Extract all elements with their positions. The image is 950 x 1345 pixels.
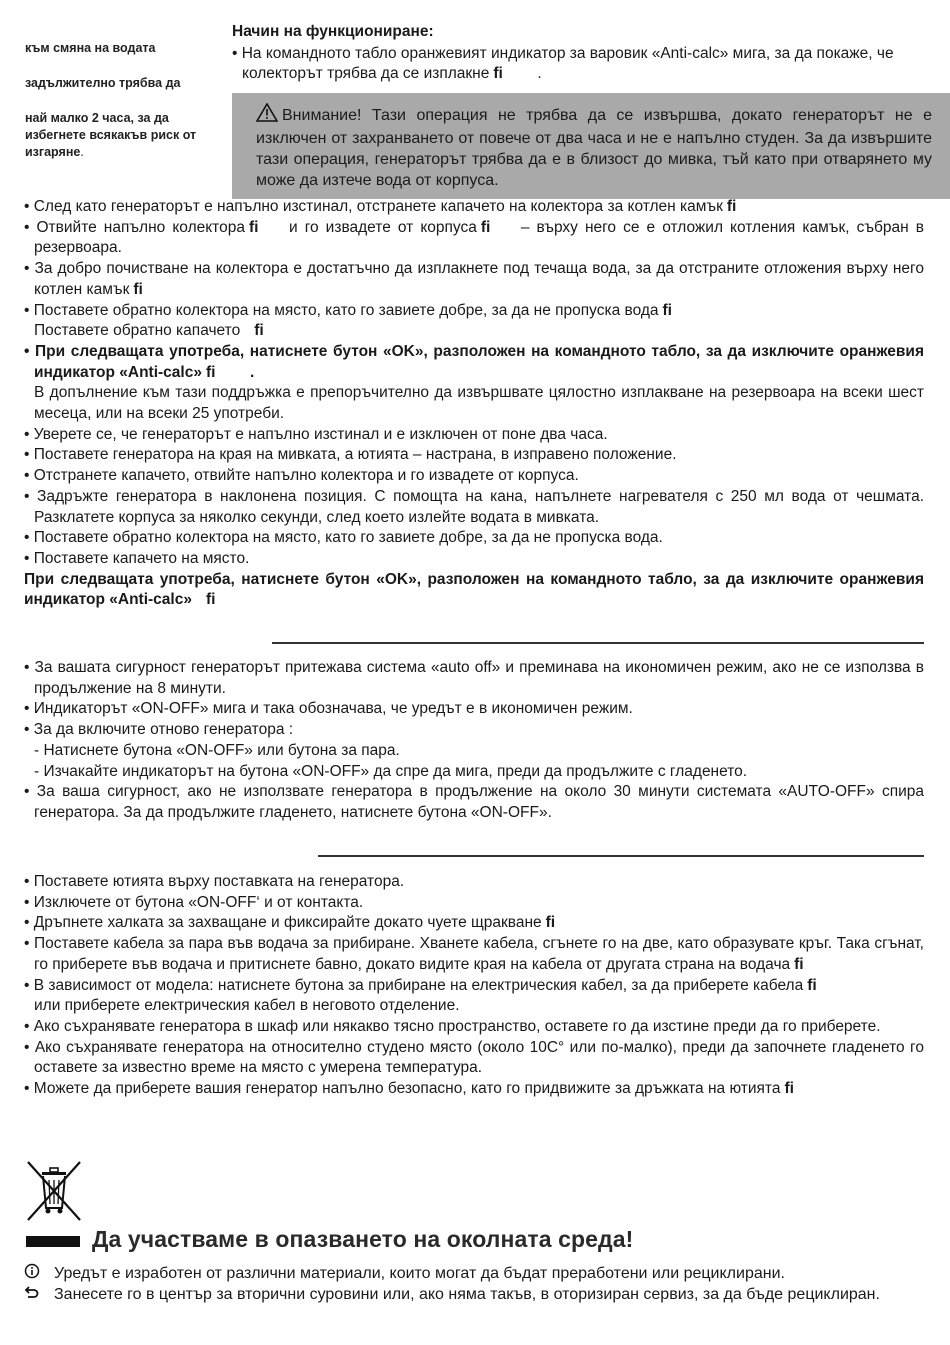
auto-off-section [24,658,924,824]
side-notes [25,40,215,179]
list-item: • След като генераторът е напълно изстинал, отстранете капачето на колектора за котлен камък ﬁ [24,198,737,215]
sub-item: - Натиснете бутона «ON-OFF» или бутона за пара. [34,741,400,759]
list-item: • За добро почистване на колектора е достатъчно да изплакнете под течаща вода, за да отстраните отложения върху него котлен камък ﬁ [24,260,924,298]
list-item: • В зависимост от модела: натиснете бутона за прибиране на електрическия кабел, за да приберете кабела ﬁ или приберете електрическия кабел в неговото отделение. [24,976,817,1015]
intro-block [232,22,928,84]
list-item: • Уверете се, че генераторът е напълно изстинал и е изключен от поне два часа. [24,425,608,443]
environment-title: Да участваме в опазването на околната среда! [92,1226,634,1252]
intro-heading: Начин на функциониране: [232,23,434,40]
maintenance-section [24,197,924,611]
side-note-2: задължително трябва да [25,76,181,90]
side-note-3: най малко 2 часа, за да избегнете всякакъв риск от изгаряне. [25,111,197,159]
section-divider [272,642,924,644]
list-item-continued: Поставете обратно капачето ﬁ [34,322,264,340]
list-item: • Отвийте напълно колектора ﬁ и го извадете от корпуса ﬁ – върху него се е отложил котления камък, събран в резервоара. [24,218,925,257]
environment-list [24,1263,934,1305]
list-item: • Дръпнете халката за захващане и фиксирайте докато чуете щракване ﬁ [24,914,556,932]
return-arrow-icon [24,1285,54,1305]
storage-section [24,872,924,1100]
list-item-bold: • При следващата употреба, натиснете бутон «OK», разположен на командното табло, за да изключите оранжевия индикатор «Anti-calc» ﬁ . [24,342,924,381]
list-item: • Поставете обратно колектора на място, като го завиете добре, за да не пропуска вода. [24,529,663,547]
env-line-1: Уредът е изработен от различни материали, които могат да бъдат преработени или рециклирани. [54,1265,785,1282]
paragraph: В допълнение към тази поддръжка е препоръчително да извършвате цялостно изплакване на резервоара на всеки шест месеца, или на всеки 25 употреби. [34,384,924,423]
env-line-2: Занесете го в център за вторични суровини или, ако няма такъв, в оторизиран сервиз, за да бъде рециклиран. [54,1286,880,1303]
list-item: • Поставете генератора на края на мивката, а ютията – настрана, в изправено положение. [24,446,677,464]
list-item: • За вашата сигурност генераторът притежава система «auto off» и преминава на икономичен режим, ако не се използва в продължение на 8 минути. [24,659,924,697]
side-note-1: към смяна на водата [25,41,156,55]
section-divider [318,855,924,857]
list-item: • Поставете кабела за пара във водача за прибиране. Хванете кабела, сгънете го на две, като образувате кръг. Така сгънат, го приберете във водача и притиснете бавно, докато видите края на кабела от другата страна на водача ﬁ [24,935,924,973]
list-item: • За да включите отново генератора : [24,721,294,739]
list-item: • Поставете капачето на място. [24,549,250,567]
list-item: • Ако съхранявате генератора в шкаф или някакво тясно пространство, оставете го да изстине преди да го приберете. [24,1017,881,1035]
env-row [24,1263,934,1285]
sub-item: - Изчакайте индикаторът на бутона «ON-OFF» да спре да мига, преди да продължите с гладенето. [34,762,748,780]
heading-bar [26,1236,80,1247]
list-item: • Отстранете капачето, отвийте напълно колектора и го извадете от корпуса. [24,467,579,485]
crossed-bin-icon [24,1160,84,1227]
warning-text: Внимание! Тази операция не трябва да се извършва, докато генераторът не е изключен от захранването от повече от два часа и не е напълно студен. За да извършите тази операция, генераторът трябва да е в близост до мивка, тъй като при отварянето му може да изтече вода от корпуса. [256,107,932,189]
warning-box [232,93,950,199]
list-item: • Ако съхранявате генератора на относително студено място (около 10C° или по-малко), преди да започнете гладенето го оставете за известно време на място с умерена температура. [24,1038,924,1077]
list-item: • Задръжте генератора в наклонена позиция. С помощта на кана, напълнете нагревателя с 250 мл вода от чешмата. Разклатете корпуса за няколко секунди, след което излейте водата в мивката. [24,487,924,526]
list-item: • Поставете обратно колектора на място, като го завиете добре, за да не пропуска вода ﬁ [24,301,673,319]
list-item: • Можете да приберете вашия генератор напълно безопасно, като го придвижите за дръжката на ютията ﬁ [24,1080,794,1098]
list-item: • Индикаторът «ON-OFF» мига и така обозначава, че уредът е в икономичен режим. [24,700,633,718]
env-row [24,1285,934,1305]
list-item: • За ваша сигурност, ако не използвате генератора в продължение на около 30 минути системата «AUTO-OFF» спира генератора. За да продължите гладенето, натиснете бутона «ON-OFF». [24,783,924,821]
list-item: • Поставете ютията върху поставката на генератора. [24,873,405,890]
warning-triangle-icon [256,103,278,128]
list-item: • Изключете от бутона «ON-OFF‘ и от контакта. [24,893,364,911]
intro-text: • На командното табло оранжевият индикатор за варовик «Anti-calc» мига, за да покаже, че колекторът трябва да се изплакне ﬁ . [232,45,894,82]
closing-instruction: При следващата употреба, натиснете бутон «OK», разположен на командното табло, за да изключите оранжевия индикатор «Anti-calc» ﬁ [24,570,924,609]
info-circle-icon [24,1263,54,1285]
